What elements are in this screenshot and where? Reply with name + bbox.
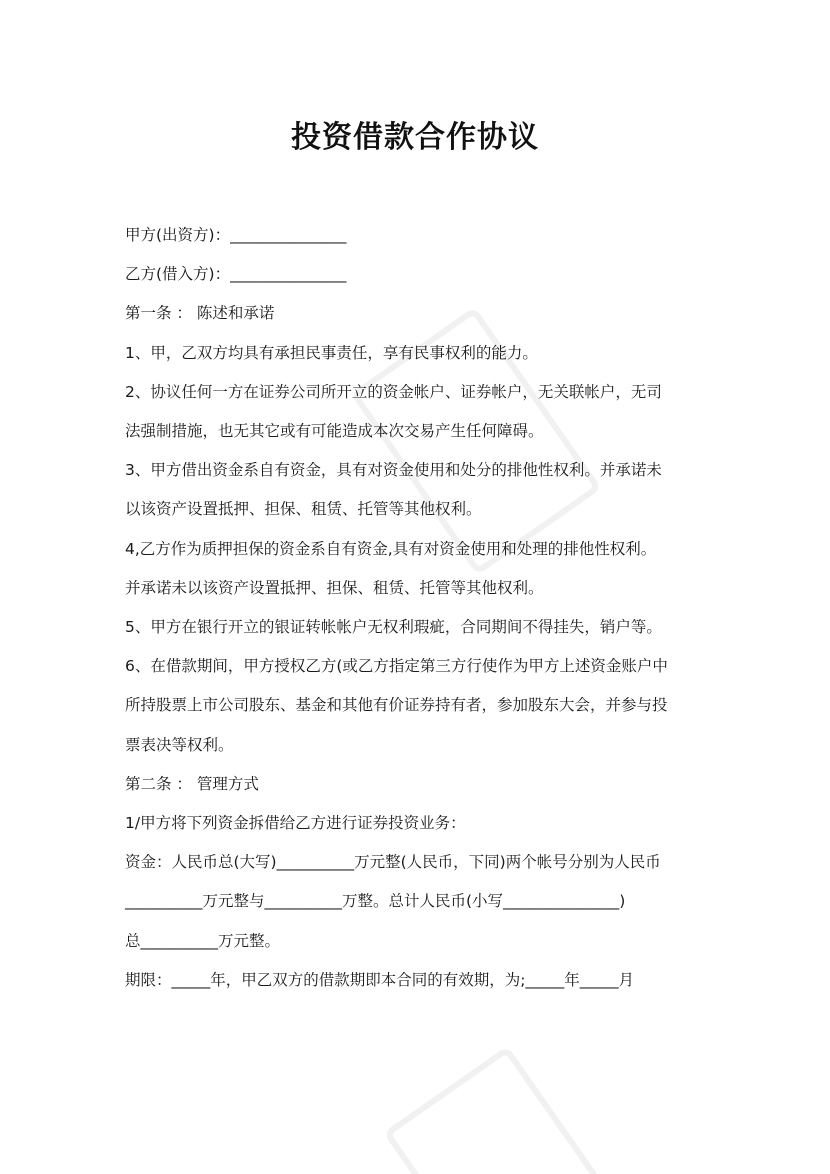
party-b-line: 乙方(借入方)：_______________ <box>125 265 347 284</box>
document-title: 投资借款合作协议 <box>291 120 539 155</box>
text-line: 资金：人民币总(大写)__________万元整(人民币，下同)两个帐号分别为人民币 <box>125 853 661 872</box>
text-line: 4,乙方作为质押担保的资金系自有资金,具有对资金使用和处理的排他性权利。 <box>125 539 657 558</box>
text-line: 总__________万元整。 <box>125 931 281 950</box>
text-line: 1、甲，乙双方均具有承担民事责任，享有民事权利的能力。 <box>125 343 538 362</box>
text-line: 以该资产设置抵押、担保、租赁、托管等其他权利。 <box>125 500 482 519</box>
text-line: 3、甲方借出资金系自有资金，具有对资金使用和处分的排他性权利。并承诺未 <box>125 461 662 480</box>
text-line: 5、甲方在银行开立的银证转帐帐户无权利瑕疵，合同期间不得挂失，销户等。 <box>125 618 662 637</box>
party-a-line: 甲方(出资方)：_______________ <box>125 226 347 244</box>
article-heading: 第二条 ： 管理方式 <box>125 774 259 793</box>
text-line: 2、协议任何一方在证券公司所开立的资金帐户、证券帐户，无关联帐户，无司 <box>125 382 662 401</box>
watermark-logo <box>383 1046 629 1174</box>
text-line: 所持股票上市公司股东、基金和其他有价证券持有者，参加股东大会，并参与投 <box>125 696 668 715</box>
document-body <box>125 216 715 1000</box>
text-line: __________万元整与__________万整。总计人民币(小写_______________) <box>125 892 626 911</box>
article-heading: 第一条 ： 陈述和承诺 <box>125 304 275 323</box>
text-line: 期限：_____年，甲乙双方的借款期即本合同的有效期，为;_____年_____月 <box>125 970 634 989</box>
text-line: 法强制措施，也无其它或有可能造成本次交易产生任何障碍。 <box>125 422 544 441</box>
text-line: 票表决等权利。 <box>125 735 234 754</box>
text-line: 并承诺未以该资产设置抵押、担保、租赁、托管等其他权利。 <box>125 578 544 597</box>
text-line: 6、在借款期间，甲方授权乙方(或乙方指定第三方行使作为甲方上述资金账户中 <box>125 657 668 676</box>
text-line: 1/甲方将下列资金拆借给乙方进行证券投资业务： <box>125 814 466 833</box>
